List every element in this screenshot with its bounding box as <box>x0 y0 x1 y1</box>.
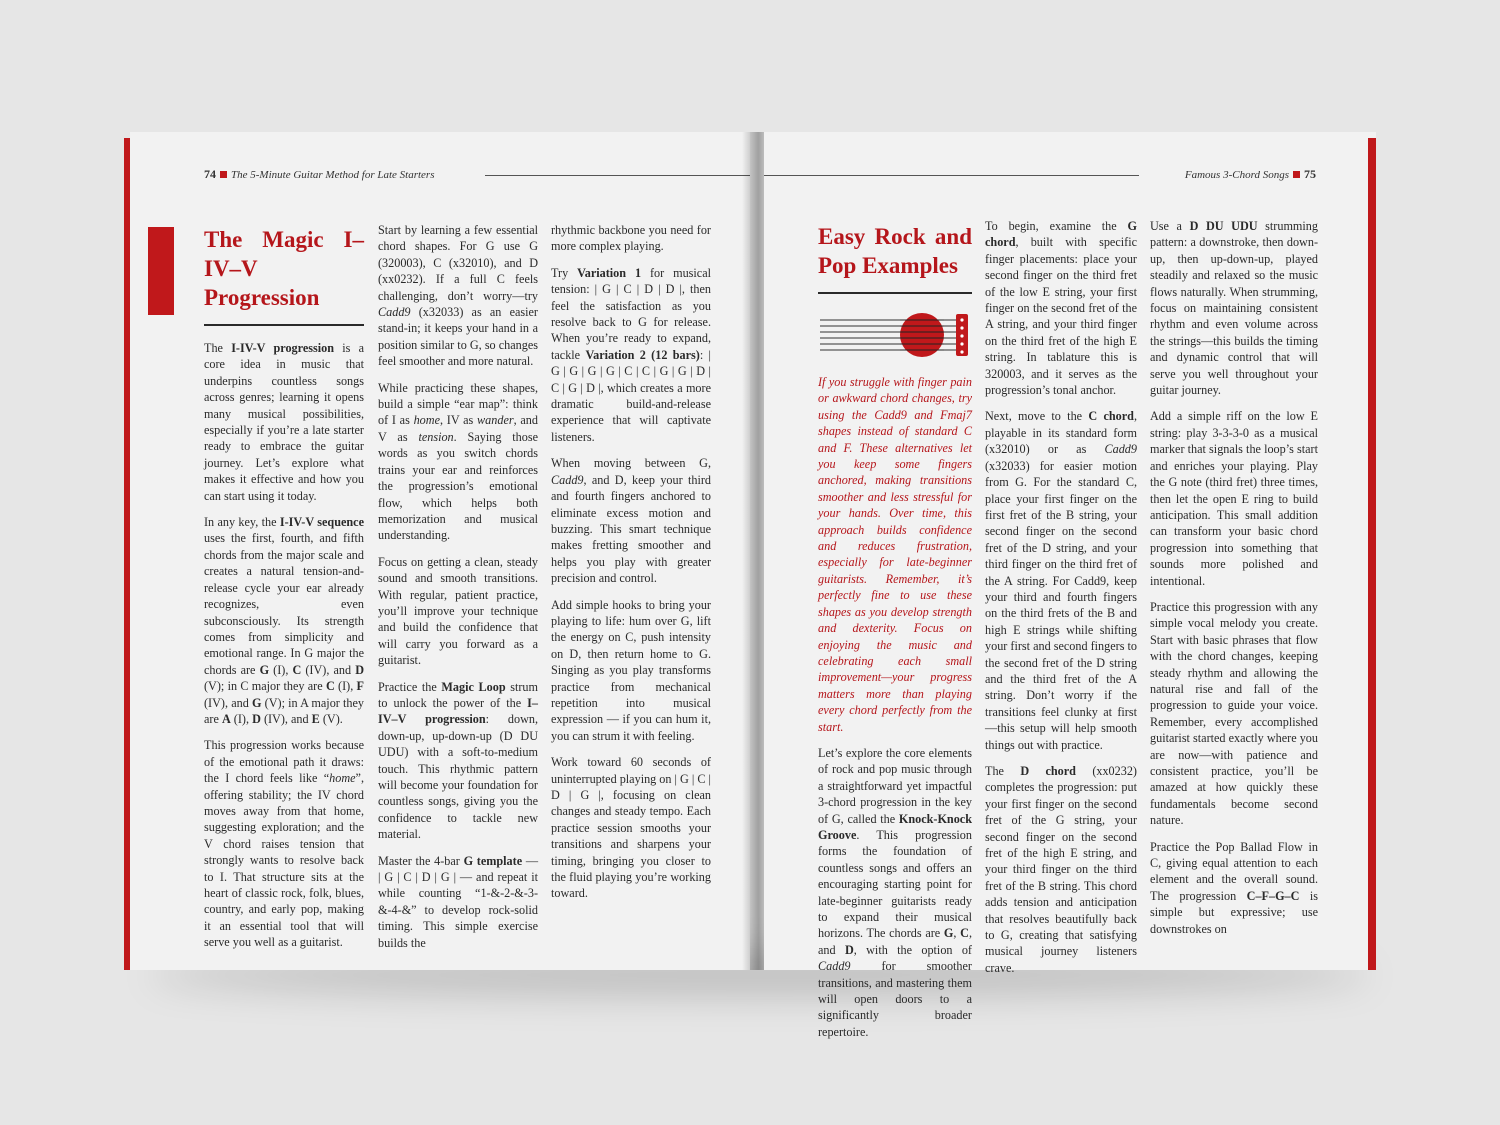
right-col3-text <box>1150 218 1318 937</box>
paragraph: rhythmic backbone you need for more complex playing. <box>551 223 711 254</box>
right-page-number: 75 <box>1304 167 1316 181</box>
header-square-icon <box>1293 171 1300 178</box>
left-col1-text <box>204 340 364 951</box>
left-page-number: 74 <box>204 167 216 181</box>
paragraph: While practicing these shapes, build a simple “ear map”: think of I as home, IV as wander, and V as tension. Saying those words as you switch chords trains your ear and reinforces the progression’s emotional flow, which helps both memorization and musical understanding. <box>378 380 538 543</box>
left-page <box>130 132 750 970</box>
paragraph: To begin, examine the G chord, built with specific finger placements: place your second finger on the third fret of the low E string, your first finger on the second fret of the A string, and your third finger on the third fret of the high E string. In tablature this is 320003, and it serves as the progression’s tonal anchor. <box>985 219 1137 398</box>
book-title: The 5-Minute Guitar Method for Late Starters <box>231 169 435 181</box>
paragraph: Try Variation 1 for musical tension: | G | C | D | D |, then feel the satisfaction as you resolve back to G for release. When you’re ready to expand, tackle Variation 2 (12 bars): | G | G | G | G | C | C | G | G | D | C | G | D |, which creates a more dramatic build-and-release experience that will captivate listeners. <box>551 265 712 444</box>
paragraph: This progression works because of the emotional path it draws: the I chord feels like “home”, offering stability; the IV chord moves away from that home, suggesting exploration; and the V chord raises tension that strongly wants to resolve back to I. That structure sits at the heart of classic rock, folk, blues, country, and early pop, making it an essential tool that will serve you well as a guitarist. <box>204 738 364 950</box>
header-square-icon <box>220 171 227 178</box>
paragraph: Practice the Pop Ballad Flow in C, giving equal attention to each element and the overall sound. The progression C–F–G–C is simple but expressive; use downstrokes on <box>1150 839 1318 936</box>
left-col3-text <box>551 222 711 902</box>
section-title-right: Easy Rock and Pop Examples <box>818 224 972 278</box>
left-column-3 <box>551 222 711 912</box>
chapter-title: Famous 3-Chord Songs <box>1184 169 1289 181</box>
paragraph: Work toward 60 seconds of uninterrupted playing on | G | C | D | G |, focusing on clean changes and steady tempo. Each practice session smooths your transitions and sharpens your timing, bringing you closer to the fluid playing you’re working toward. <box>551 755 711 901</box>
paragraph: Use a D DU UDU strumming pattern: a downstroke, then down-up, then up-down-up, played steadily and relaxed so the music flows naturally. When strumming, focus on maintaining consistent rhythm and even volume across the strings—this builds the timing and dynamic control that will serve you well throughout your guitar journey. <box>1150 219 1318 398</box>
left-column-1 <box>204 225 364 961</box>
paragraph: Practice this progression with any simple vocal melody you create. Start with basic phrases that flow with the chord changes, keeping steady rhythm and allowing the natural rise and fall of the progression to guide your voice. Remember, every accomplished guitarist started exactly where you are now—with patience and consistent practice, you’ll be amazed at how quickly these fundamentals become second nature. <box>1150 599 1318 828</box>
paragraph: Add a simple riff on the low E string: play 3-3-3-0 as a musical marker that signals the loop’s start and enriches your playing. Play the G note (third fret) three times, then let the open E ring to build anticipation. This small addition can transform your basic chord progression into something that sounds more polished and intentional. <box>1150 409 1318 588</box>
left-col2-text <box>378 222 538 951</box>
paragraph: Practice the Magic Loop strum to unlock the power of the I–IV–V progression: down, down-up, up-down-up (D DU UDU) with a soft-to-medium touch. This rhythmic pattern will become your foundation for countless songs, giving you the confidence to tackle new material. <box>378 679 539 842</box>
left-header-rule <box>485 175 750 176</box>
paragraph: Focus on getting a clean, steady sound and smooth transitions. With regular, patient practice, you’ll improve your technique and build the confidence that will carry you forward as a guitarist. <box>378 554 538 668</box>
chapter-tab <box>148 227 174 315</box>
right-column-1 <box>818 222 972 1050</box>
paragraph: When moving between G, Cadd9, and D, keep your third and fourth fingers anchored to eliminate excess motion and buzzing. This smart technique makes fretting smoother and helps you play with greater precision and control. <box>551 456 711 586</box>
paragraph: Master the 4-bar G template — | G | C | D | G | — and repeat it while counting “1-&-2-&-3-&-4-&” to develop rock-solid timing. This simple exercise builds the <box>378 853 539 950</box>
right-page <box>764 132 1376 1039</box>
left-header <box>204 167 435 182</box>
paragraph: Let’s explore the core elements of rock and pop music through a straightforward yet impactful 3-chord progression in the key of G, called the Knock-Knock Groove. This progression forms the foundation of countless songs and offers an encouraging starting point for late-beginner guitarists ready to expand their musical horizons. The chords are G, C, and D, with the option of Cadd9 for smoother transitions, and mastering them will open doors to a significantly broader repertoire. <box>818 745 972 1039</box>
paragraph: Add simple hooks to bring your playing to life: hum over G, lift the energy on C, push intensity on D, then return home to G. Singing as you play transforms practice from mechanical repetition into musical expression — if you can hum it, you can strum it with feeling. <box>551 597 711 743</box>
right-col1-text <box>818 745 972 1040</box>
right-red-edge <box>1368 138 1376 970</box>
guitar-illustration-icon <box>818 308 972 360</box>
paragraph: In any key, the I-IV-V sequence uses the first, fourth, and fifth chords from the major scale and creates a natural tension-and-release cycle your ear already recognizes, even subconsciously. Its strength comes from simplicity and emotional range. In G major the chords are G (I), C (IV), and D (V); in C major they are C (I), F (IV), and G (V); in A major they are A (I), D (IV), and E (V). <box>204 515 365 726</box>
left-column-2 <box>378 222 538 961</box>
paragraph: Next, move to the C chord, playable in its standard form (x32010) or as Cadd9 (x32033) for easier motion from G. For the standard C, place your first finger on the first fret of the B string, your second finger on the second fret of the D string, and your third finger on the third fret of the A string. For Cadd9, keep your third and fourth fingers on the third frets of the B and high E strings while shifting your first and second fingers to the second fret of the D string and the third fret of the A string. Don’t worry if the transitions feel clunky at first—this setup will help smooth things out with practice. <box>985 409 1137 752</box>
paragraph: The I-IV-V progression is a core idea in music that underpins countless songs across genres; learning it opens many musical possibilities, especially if you’re a late starter ready to embrace the guitar journey. Let’s explore what makes it effective and how you can start using it today. <box>204 341 364 503</box>
right-header-rule <box>764 175 1139 176</box>
title-rule-left <box>204 324 364 326</box>
right-col2-text <box>985 218 1137 976</box>
paragraph: Start by learning a few essential chord shapes. For G use G (320003), C (x32010), and D (xx0232). If a full C feels challenging, don’t worry—try Cadd9 (x32033) as an easier stand-in; it keeps your hand in a position similar to G, so changes feel smoother and more natural. <box>378 223 538 369</box>
tip-callout: If you struggle with finger pain or awkward chord changes, try using the Cadd9 and Fmaj7 shapes instead of standard C and F. These alternatives let you keep some fingers anchored, making transitions smoother and less stressful for your hands. Over time, this approach builds confidence and reduces frustration, especially for late-beginner guitarists. Remember, it’s perfectly fine to use these shapes as you develop strength and dexterity. Focus on enjoying the music and celebrating each small improvement—your progress matters more than playing every chord perfectly from the start. <box>818 375 972 734</box>
title-rule-right <box>818 292 972 294</box>
section-title-left: The Magic I–IV–V Progression <box>204 227 364 310</box>
right-column-2 <box>985 218 1137 986</box>
right-column-3 <box>1150 218 1318 947</box>
right-header <box>1185 167 1316 182</box>
paragraph: The D chord (xx0232) completes the progression: put your first finger on the second fret of the G string, your second finger on the second fret of the high E string, and your third finger on the third fret of the B string. This chord adds tension and anticipation that resolves beautifully back to G, creating that satisfying musical journey listeners crave. <box>985 764 1137 975</box>
